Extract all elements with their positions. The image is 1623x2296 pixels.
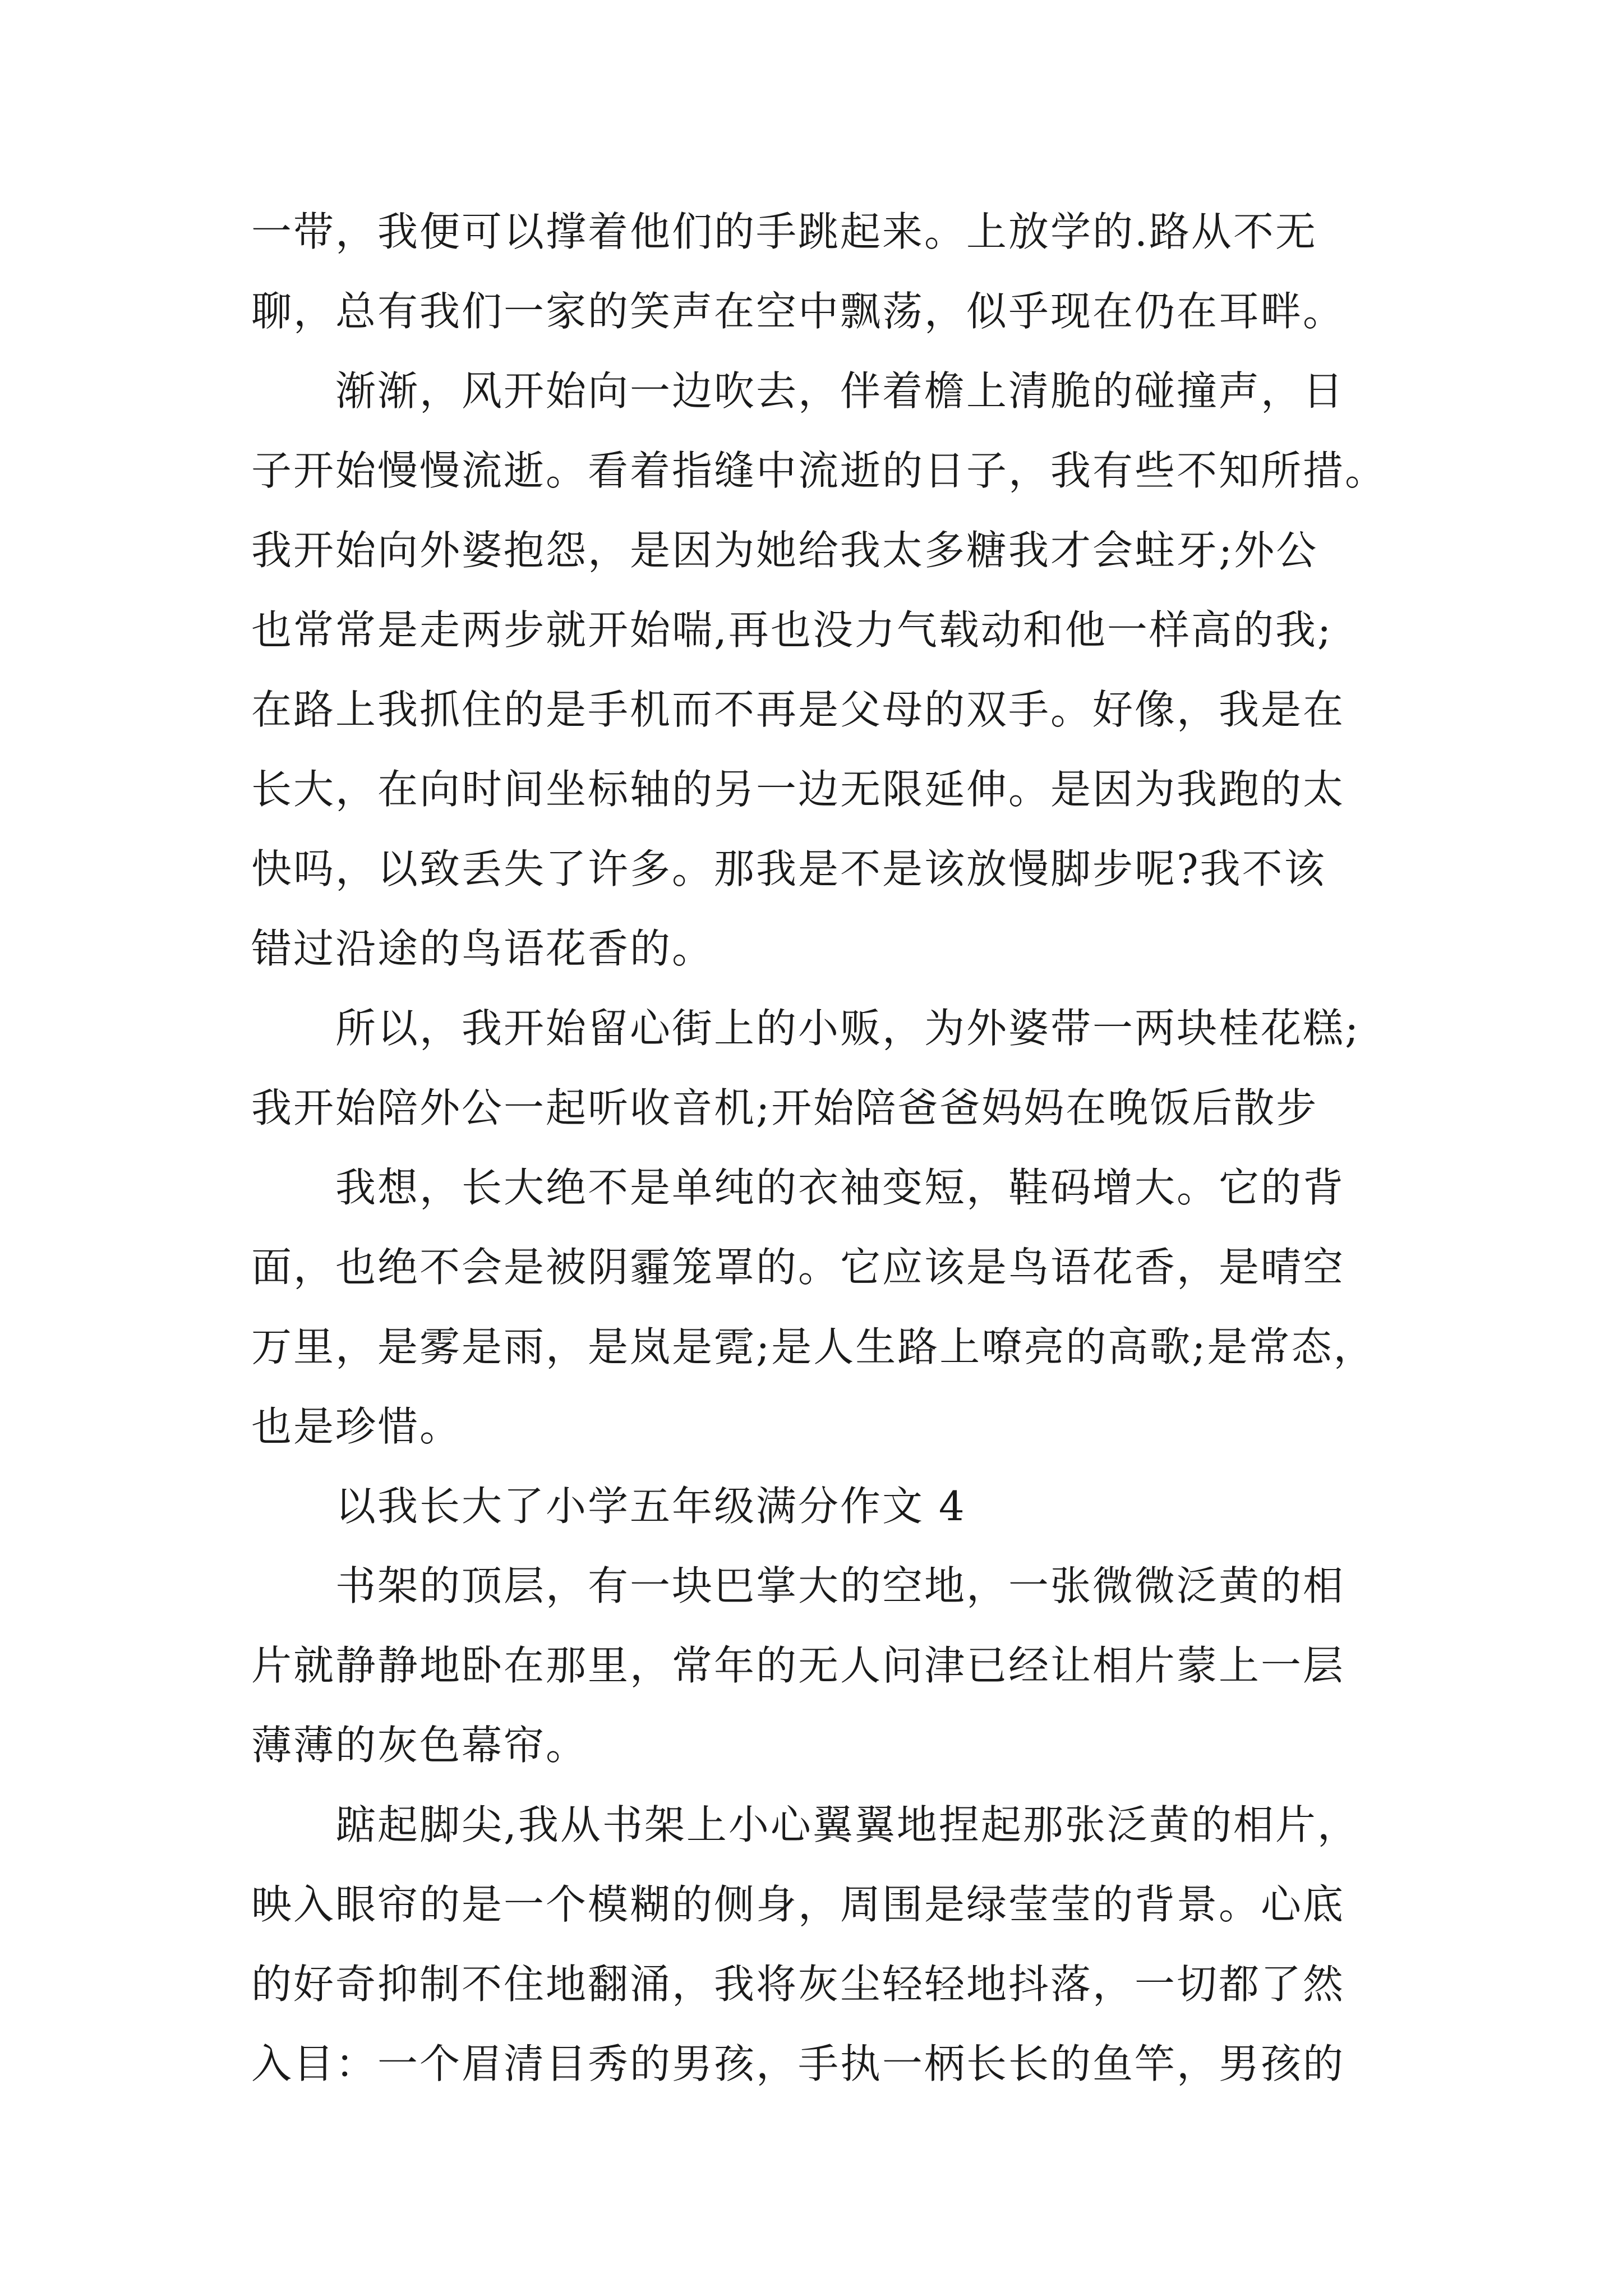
text-line: 以我长大了小学五年级满分作文 4 [335,1483,966,1530]
text-line: 快吗，以致丢失了许多。那我是不是该放慢脚步呢?我不该 [251,845,1326,892]
text-line: 我想，长大绝不是单纯的衣袖变短，鞋码增大。它的背 [335,1164,1345,1211]
document-body [251,192,1401,2104]
text-line: 渐渐，风开始向一边吹去，伴着檐上清脆的碰撞声，日 [335,367,1345,415]
text-line: 书架的顶层，有一块巴掌大的空地，一张微微泛黄的相 [335,1562,1345,1609]
text-line: 薄薄的灰色幕帘。 [251,1722,588,1769]
text-line: 也常常是走两步就开始喘,再也没力气载动和他一样高的我; [251,606,1333,654]
text-line: 面，也绝不会是被阴霾笼罩的。它应该是鸟语花香，是晴空 [251,1244,1345,1291]
text-line: 所以，我开始留心街上的小贩，为外婆带一两块桂花糕; [335,1005,1361,1052]
text-line: 聊，总有我们一家的笑声在空中飘荡，似乎现在仍在耳畔。 [251,288,1345,335]
text-line: 入目：一个眉清目秀的男孩，手执一柄长长的鱼竿，男孩的 [251,2040,1345,2087]
text-line: 万里，是雾是雨，是岚是霓;是人生路上嘹亮的高歌;是常态， [251,1323,1376,1370]
text-line: 在路上我抓住的是手机而不再是父母的双手。好像，我是在 [251,686,1345,733]
text-line: 错过沿途的鸟语花香的。 [251,925,714,972]
text-line: 的好奇抑制不住地翻涌，我将灰尘轻轻地抖落，一切都了然 [251,1961,1345,2008]
text-line: 子开始慢慢流逝。看着指缝中流逝的日子，我有些不知所措。 [251,447,1387,494]
text-line: 片就静静地卧在那里，常年的无人问津已经让相片蒙上一层 [251,1642,1345,1689]
text-line: 长大，在向时间坐标轴的另一边无限延伸。是因为我跑的太 [251,766,1345,813]
text-line: 也是珍惜。 [251,1403,462,1450]
text-line: 一带，我便可以撑着他们的手跳起来。上放学的.路从不无 [251,208,1317,255]
text-line: 我开始向外婆抱怨，是因为她给我太多糖我才会蛀牙;外公 [251,527,1318,574]
text-line: 踮起脚尖,我从书架上小心翼翼地捏起那张泛黄的相片， [335,1801,1359,1848]
text-line: 映入眼帘的是一个模糊的侧身，周围是绿莹莹的背景。心底 [251,1881,1345,1928]
text-line: 我开始陪外公一起听收音机;开始陪爸爸妈妈在晚饭后散步 [251,1084,1318,1131]
